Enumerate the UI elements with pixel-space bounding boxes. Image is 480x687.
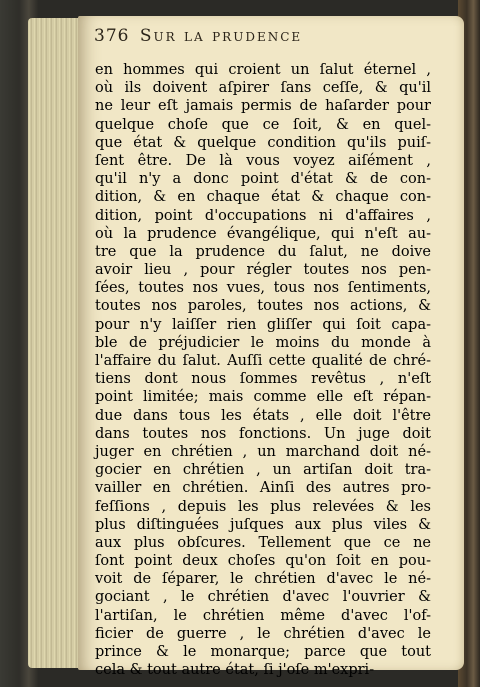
text-line: point limitée; mais comme elle eſt répan- bbox=[95, 389, 431, 406]
text-line: ſent être. De là vous voyez aiſément , bbox=[95, 152, 431, 169]
text-line: l'artiſan, le chrétien même d'avec l'of- bbox=[95, 607, 431, 624]
text-line: dition, & en chaque état & chaque con- bbox=[95, 189, 431, 206]
text-line: en hommes qui croient un ſalut éternel , bbox=[95, 62, 431, 78]
text-line: gocier en chrétien , un artiſan doit tra- bbox=[95, 462, 431, 479]
text-line: que état & quelque condition qu'ils puiſ- bbox=[95, 134, 431, 151]
text-line: dition, point d'occupations ni d'affaires , bbox=[95, 207, 431, 224]
text-line: toutes nos paroles, toutes nos actions, & bbox=[95, 298, 431, 315]
text-line: avoir lieu , pour régler toutes nos pen- bbox=[95, 262, 431, 279]
text-line: ble de préjudicier le moins du monde à bbox=[95, 334, 431, 351]
text-line: ſont point deux choſes qu'on ſoit en pou- bbox=[95, 553, 431, 570]
body-text bbox=[95, 62, 431, 680]
text-line: juger en chrétien , un marchand doit né- bbox=[95, 443, 431, 460]
text-line: plus diſtinguées juſques aux plus viles & bbox=[95, 516, 431, 533]
text-line: pour n'y laiſſer rien gliſſer qui ſoit capa- bbox=[95, 316, 431, 333]
running-title: Sur la prudence bbox=[139, 26, 303, 46]
text-line: l'affaire du ſalut. Auſſi cette qualité de chré- bbox=[95, 353, 431, 369]
text-line: gociant , le chrétien d'avec l'ouvrier & bbox=[95, 589, 431, 606]
text-line: quelque choſe que ce ſoit, & en quel- bbox=[95, 116, 431, 133]
text-line: dans toutes nos fonctions. Un juge doit bbox=[95, 425, 431, 442]
page-number: 376 bbox=[94, 26, 130, 46]
running-head bbox=[94, 26, 444, 46]
text-line: due dans tous les états , elle doit l'être bbox=[95, 407, 431, 424]
text-line: où la prudence évangélique, qui n'eſt au- bbox=[95, 225, 431, 242]
text-line: ficier de guerre , le chrétien d'avec le bbox=[95, 625, 431, 642]
text-line: ne leur eſt jamais permis de haſarder pour bbox=[95, 98, 431, 115]
text-line: prince & le monarque; parce que tout bbox=[95, 644, 431, 660]
text-line: tre que la prudence du ſalut, ne doive bbox=[95, 243, 431, 260]
text-line: vailler en chrétien. Ainſi des autres pro- bbox=[95, 480, 431, 497]
text-line: où ils doivent aſpirer ſans ceſſe, & qu'il bbox=[95, 80, 431, 97]
text-line: ſées, toutes nos vues, tous nos ſentiments, bbox=[95, 280, 431, 297]
text-line: tiens dont nous ſommes revêtus , n'eſt bbox=[95, 371, 431, 388]
text-line: aux plus obſcures. Tellement que ce ne bbox=[95, 534, 431, 551]
text-line: qu'il n'y a donc point d'état & de con- bbox=[95, 171, 431, 188]
text-line: cela & tout autre état, ſi j'oſe m'expri- bbox=[95, 662, 375, 679]
text-line: feſſions , depuis les plus relevées & les bbox=[95, 498, 431, 515]
text-line: voit de ſéparer, le chrétien d'avec le né- bbox=[95, 571, 431, 588]
